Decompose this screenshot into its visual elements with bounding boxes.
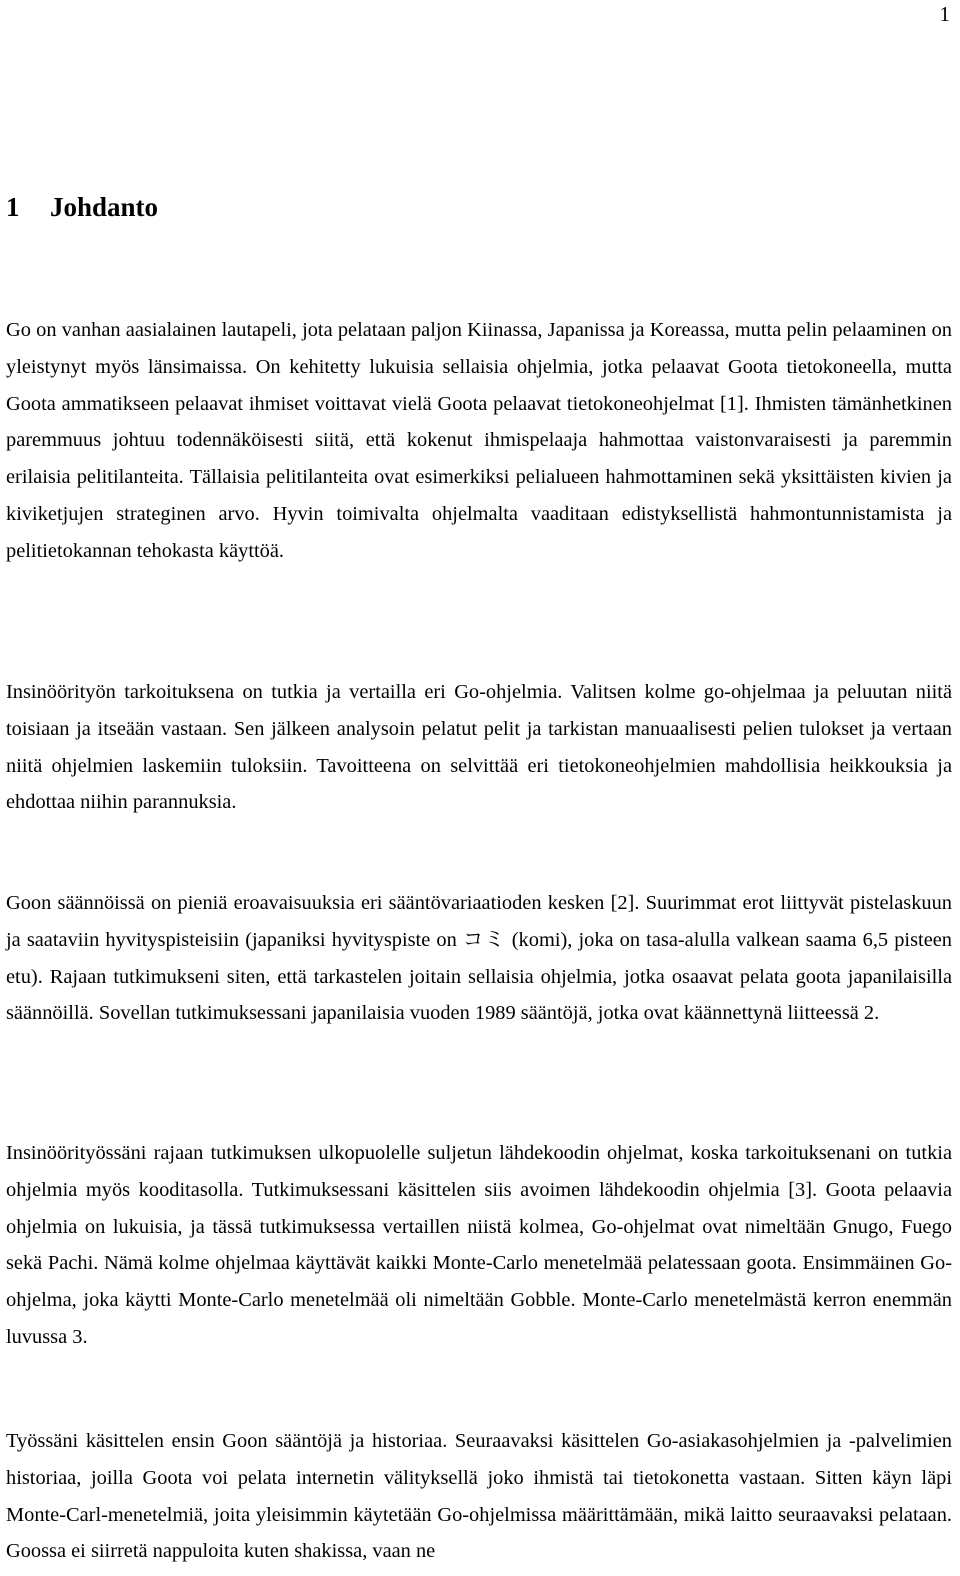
paragraph-thesis-structure: Työssäni käsittelen ensin Goon sääntöjä ja historiaa. Seuraavaksi käsittelen Go-asiakasohjelmien ja -palvelimien historiaa, joilla Goota voi pelata internetin välityksellä joko ihmistä tai tietokonetta vastaan. Sitten käyn läpi Monte-Carl-menetelmiä, joita yleisimmin käytetään Go-ohjelmissa määrittämään, mikä laitto seuraavaksi pelataan. Goossa ei siirretä nappuloita kuten shakissa, vaan ne — [6, 1430, 952, 1563]
chapter-heading — [6, 190, 158, 224]
paragraph-open-source-scope: Insinöörityössäni rajaan tutkimuksen ulkopuolelle suljetun lähdekoodin ohjelmat, koska tarkoituksenani on tutkia ohjelmia myös kooditasolla. Tutkimuksessani käsittelen siis avoimen lähdekoodin ohjelmia [3]. Goota pelaavia ohjelmia on lukuisia, ja tässä tutkimuksessa vertaillen niistä kolmea, Go-ohjelmat ovat nimeltään Gnugo, Fuego sekä Pachi. Nämä kolme ohjelmaa käyttävät kaikki Monte-Carlo menetelmää pelatessaan goota. Ensimmäinen Go-ohjelma, joka käytti Monte-Carlo menetelmää oli nimeltään Gobble. Monte-Carlo menetelmästä kerron enemmän luvussa 3. — [6, 1142, 952, 1348]
chapter-title: Johdanto — [50, 192, 159, 222]
paragraph-rules-variations: Goon säännöissä on pieniä eroavaisuuksia eri sääntövariaatioden kesken [2]. Suurimmat erot liittyvät pistelaskuun ja saataviin hyvityspisteisiin (japaniksi hyvityspiste on コミ (komi), joka on tasa-alulla valkean saama 6,5 pisteen etu). Rajaan tutkimukseni siten, että tarkastelen joitain sellaisia ohjelmia, jotka osaavat pelata goota japanilaisilla säännöillä. Sovellan tutkimuksessani japanilaisia vuoden 1989 sääntöjä, jotka ovat käännettynä liitteessä 2. — [6, 892, 952, 1025]
page-number: 1 — [939, 2, 950, 26]
chapter-number: 1 — [6, 192, 20, 222]
paragraph-thesis-purpose: Insinöörityön tarkoituksena on tutkia ja vertailla eri Go-ohjelmia. Valitsen kolme go-ohjelmaa ja peluutan niitä toisiaan ja itseään vastaan. Sen jälkeen analysoin pelatut pelit ja tarkistan manuaalisesti pelien tulokset ja vertaan niitä ohjelmien laskemiin tuloksiin. Tavoitteena on selvittää eri tietokoneohjelmien mahdollisia heikkouksia ja ehdottaa niihin parannuksia. — [6, 681, 952, 814]
paragraph-intro-go: Go on vanhan aasialainen lautapeli, jota pelataan paljon Kiinassa, Japanissa ja Koreassa, mutta pelin pelaaminen on yleistynyt myös länsimaissa. On kehitetty lukuisia sellaisia ohjelmia, jotka pelaavat Goota tietokoneella, mutta Goota ammatikseen pelaavat ihmiset voittavat vielä Goota pelaavat tietokoneohjelmat [1]. Ihmisten tämänhetkinen paremmuus johtuu todennäköisesti siitä, että kokenut ihmispelaaja hahmottaa vaistonvaraisesti ja paremmin erilaisia pelitilanteita. Tällaisia pelitilanteita ovat esimerkiksi pelialueen hahmottaminen sekä yksittäisten kivien ja kiviketjujen strateginen arvo. Hyvin toimivalta ohjelmalta vaaditaan edistyksellistä hahmontunnistamista ja pelitietokannan tehokasta käyttöä. — [6, 319, 952, 562]
